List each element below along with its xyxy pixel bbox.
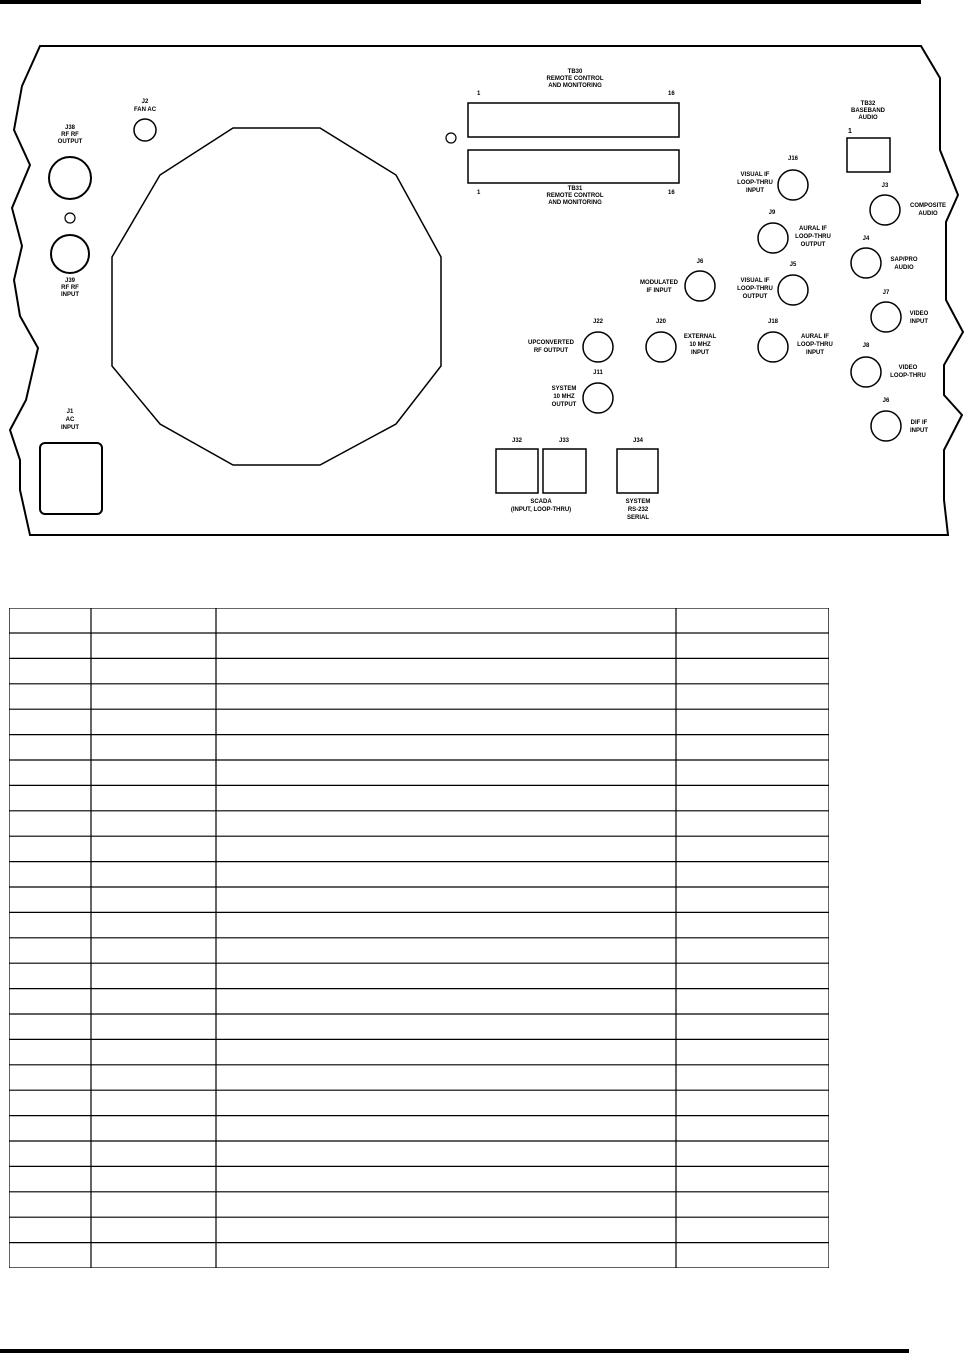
tb30-pin-start: 1 — [477, 91, 481, 97]
j3-connector[interactable] — [870, 195, 900, 225]
j16-connector[interactable] — [778, 170, 808, 200]
j7-label: VIDEO INPUT — [909, 311, 929, 325]
j20-id: J20 — [655, 319, 667, 325]
j11-connector[interactable] — [583, 383, 613, 413]
table-header-row — [9, 608, 829, 633]
j5-id: J5 — [789, 262, 797, 268]
j11-id: J11 — [593, 370, 603, 376]
j18-id: J18 — [767, 319, 779, 325]
tb30-pin-end: 16 — [668, 91, 675, 97]
j6-dif-id: J6 — [882, 398, 890, 404]
j6-mod-connector[interactable] — [685, 271, 715, 301]
connector-table — [9, 608, 829, 1268]
tb30-label: TB30 REMOTE CONTROL AND MONITORING — [546, 69, 604, 89]
j4-connector[interactable] — [851, 248, 881, 278]
tb31-pin-start: 1 — [477, 190, 481, 196]
j38-label: J38 RF RF OUTPUT — [57, 125, 83, 145]
j9-id: J9 — [768, 210, 776, 216]
j2-label: J2 FAN AC — [133, 99, 157, 113]
j3-id: J3 — [881, 183, 889, 189]
j39-connector[interactable] — [51, 235, 89, 273]
table-body — [9, 658, 829, 1268]
rear-panel-diagram — [0, 0, 971, 560]
j8-connector[interactable] — [851, 357, 881, 387]
tb32-terminal-block[interactable] — [847, 138, 890, 172]
j6-mod-id: J6 — [696, 259, 704, 265]
j33-id: J33 — [558, 438, 570, 444]
table-header — [9, 608, 829, 633]
j5-label: VISUAL IF LOOP-THRU OUTPUT — [737, 278, 773, 300]
tb32-pin: 1 — [848, 128, 852, 135]
j22-connector[interactable] — [583, 332, 613, 362]
j8-id: J8 — [862, 343, 870, 349]
j39-label: J39 RF RF INPUT — [61, 278, 79, 298]
j6-dif-label: DIF IF INPUT — [910, 420, 928, 434]
j18-label: AURAL IF LOOP-THRU INPUT — [797, 334, 833, 356]
j6-dif-connector[interactable] — [871, 411, 901, 441]
j4-id: J4 — [862, 236, 870, 242]
j32-id: J32 — [511, 438, 523, 444]
fan-opening — [112, 128, 441, 465]
j18-connector[interactable] — [758, 332, 788, 362]
j16-label: VISUAL IF LOOP-THRU INPUT — [737, 172, 773, 194]
bottom-rule — [0, 1349, 909, 1353]
tb31-label: TB31 REMOTE CONTROL AND MONITORING — [546, 186, 604, 206]
j1-label: J1 AC INPUT — [61, 409, 79, 431]
j5-connector[interactable] — [778, 275, 808, 305]
j9-label: AURAL IF LOOP-THRU OUTPUT — [795, 226, 831, 248]
j8-label: VIDEO LOOP-THRU — [890, 365, 926, 379]
indicator-hole-top — [446, 133, 456, 143]
j34-connector[interactable] — [617, 449, 658, 493]
j16-id: J16 — [787, 156, 799, 162]
j32-connector[interactable] — [496, 449, 538, 493]
scada-label: SCADA (INPUT, LOOP-THRU) — [510, 499, 572, 513]
j7-connector[interactable] — [871, 302, 901, 332]
j38-connector[interactable] — [49, 157, 91, 199]
j7-id: J7 — [882, 290, 890, 296]
tb31-terminal-block[interactable] — [468, 150, 679, 183]
j22-id: J22 — [592, 319, 604, 325]
j3-label: COMPOSITE AUDIO — [909, 203, 947, 217]
j20-label: EXTERNAL 10 MHZ INPUT — [683, 334, 717, 356]
j9-connector[interactable] — [758, 223, 788, 253]
j33-connector[interactable] — [543, 449, 586, 493]
j6-mod-label: MODULATED IF INPUT — [640, 280, 678, 294]
j1-connector[interactable] — [40, 443, 102, 514]
j34-description: SYSTEM RS-232 SERIAL — [625, 499, 651, 521]
tb30-terminal-block[interactable] — [468, 103, 679, 137]
j34-id: J34 — [632, 438, 644, 444]
indicator-hole-left — [65, 213, 75, 223]
j4-label: SAP/PRO AUDIO — [890, 257, 918, 271]
tb32-label: TB32 BASEBAND AUDIO — [850, 101, 886, 121]
tb31-pin-end: 16 — [668, 190, 675, 196]
panel-outline — [10, 46, 963, 535]
j22-label: UPCONVERTED RF OUTPUT — [527, 340, 575, 354]
j2-connector[interactable] — [134, 119, 156, 141]
j20-connector[interactable] — [646, 332, 676, 362]
j11-label: SYSTEM 10 MHZ OUTPUT — [551, 386, 577, 408]
